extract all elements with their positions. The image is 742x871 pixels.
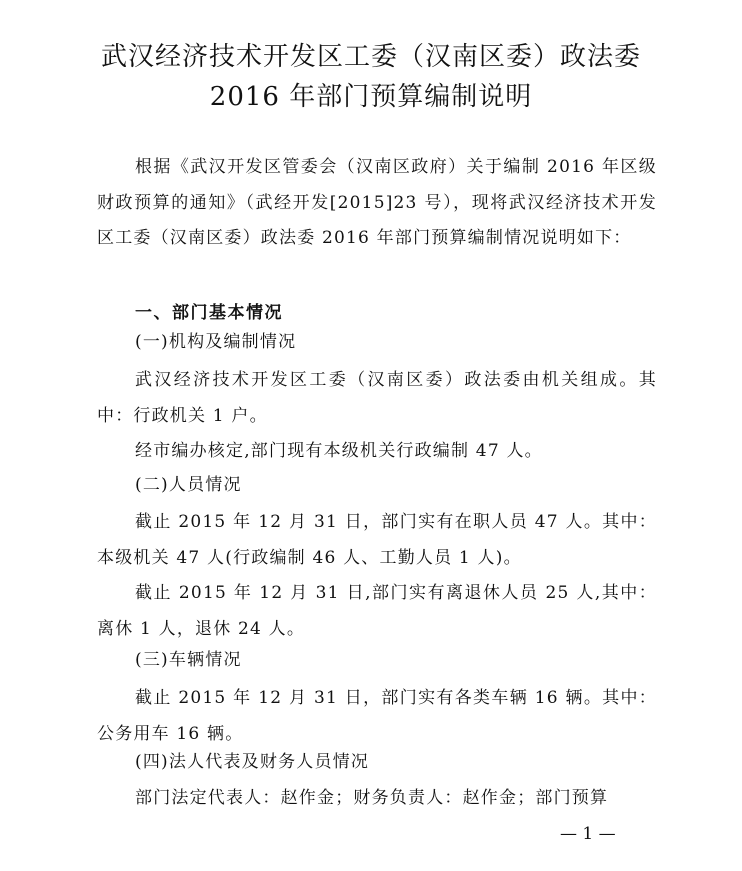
intro-paragraph: 根据《武汉开发区管委会（汉南区政府）关于编制 2016 年区级财政预算的通知》（武经开发[2015]23 号），现将武汉经济技术开发区工委（汉南区委）政法委 2016 年部门预算编制情况说明如下： — [97, 157, 657, 248]
subsection-heading-vehicles: (三)车辆情况 — [135, 650, 242, 670]
legal-rep-paragraph: 部门法定代表人：赵作金；财务负责人：赵作金；部门预算 — [135, 788, 609, 808]
retirees-paragraph: 截止 2015 年 12 月 31 日,部门实有离退休人员 25 人,其中：离休 1 人，退休 24 人。 — [97, 583, 657, 639]
document-title-line-1: 武汉经济技术开发区工委（汉南区委）政法委 — [100, 42, 641, 72]
subsection-heading-legal-rep: (四)法人代表及财务人员情况 — [135, 752, 370, 772]
organization-paragraph: 武汉经济技术开发区工委（汉南区委）政法委由机关组成。其中：行政机关 1 户。 — [97, 370, 657, 426]
page-number: — 1 — — [560, 824, 616, 844]
document-title-line-2: 2016 年部门预算编制说明 — [209, 82, 533, 112]
subsection-heading-organization: (一)机构及编制情况 — [135, 332, 297, 352]
subsection-heading-personnel: (二)人员情况 — [135, 475, 242, 495]
personnel-paragraph: 截止 2015 年 12 月 31 日，部门实有在职人员 47 人。其中：本级机关 47 人(行政编制 46 人、工勤人员 1 人)。 — [97, 512, 657, 568]
staffing-paragraph: 经市编办核定,部门现有本级机关行政编制 47 人。 — [135, 441, 543, 461]
section-heading-basic-info: 一、部门基本情况 — [135, 303, 283, 323]
vehicles-paragraph: 截止 2015 年 12 月 31 日，部门实有各类车辆 16 辆。其中：公务用车 16 辆。 — [97, 688, 657, 744]
